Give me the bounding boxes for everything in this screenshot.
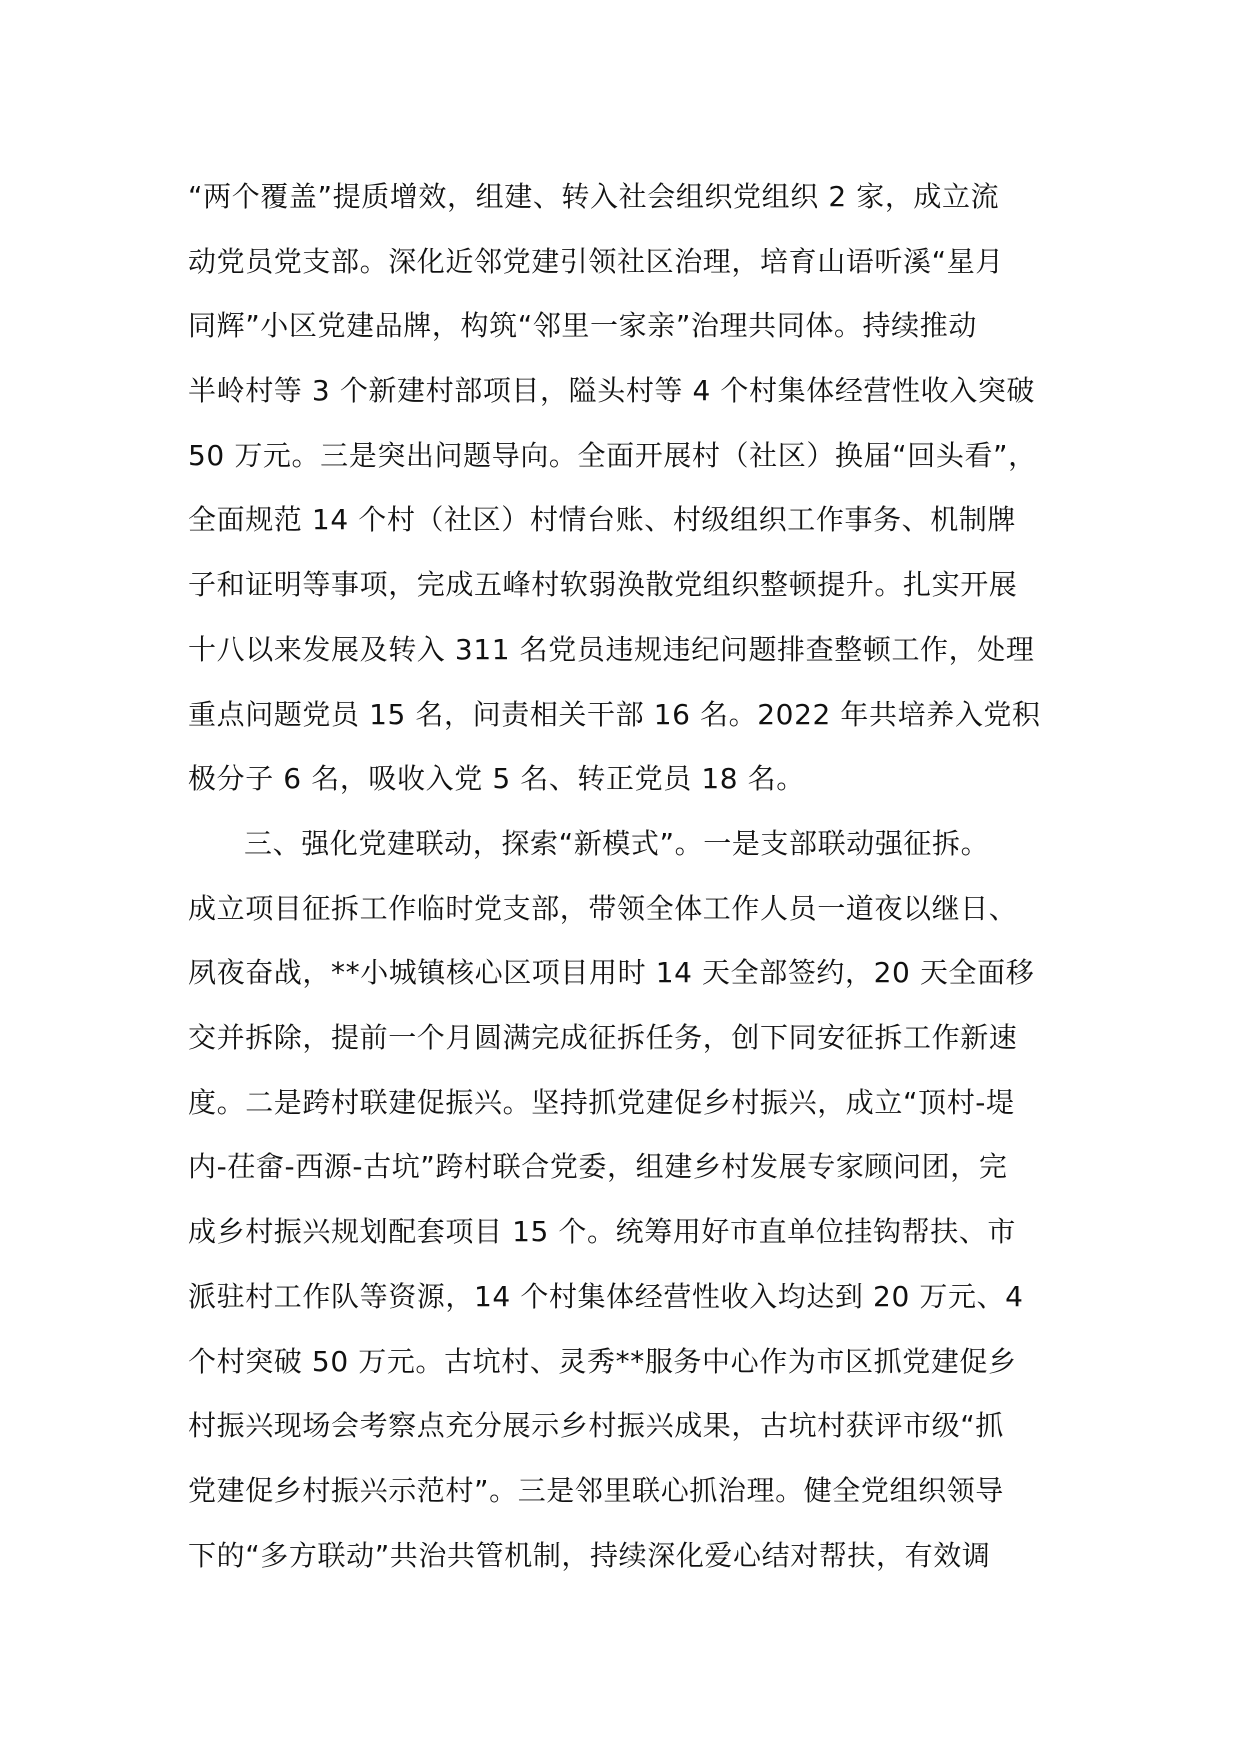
text-line: 夙夜奋战，**小城镇核心区项目用时 14 天全部签约，20 天全面移 xyxy=(188,956,1035,990)
text-line: 全面规范 14 个村（社区）村情台账、村级组织工作事务、机制牌 xyxy=(188,503,1017,537)
text-line: 半岭村等 3 个新建村部项目，隘头村等 4 个村集体经营性收入突破 xyxy=(188,374,1036,408)
text-line: 度。二是跨村联建促振兴。坚持抓党建促乡村振兴，成立“顶村-堤 xyxy=(188,1085,1015,1119)
text-line: 派驻村工作队等资源，14 个村集体经营性收入均达到 20 万元、4 xyxy=(188,1279,1024,1313)
text-line: 内-茌畲-西源-古坑”跨村联合党委，组建乡村发展专家顾问团，完 xyxy=(188,1150,1008,1184)
section-three-paragraph xyxy=(188,812,1068,1588)
text-line: 十八以来发展及转入 311 名党员违规违纪问题排查整顿工作，处理 xyxy=(188,632,1035,666)
text-line: 村振兴现场会考察点充分展示乡村振兴成果，古坑村获评市级“抓 xyxy=(188,1409,1004,1443)
text-line: 下的“多方联动”共治共管机制，持续深化爱心结对帮扶，有效调 xyxy=(188,1538,991,1572)
text-line: 子和证明等事项，完成五峰村软弱涣散党组织整顿提升。扎实开展 xyxy=(188,568,1018,602)
text-line: 成立项目征拆工作临时党支部，带领全体工作人员一道夜以继日、 xyxy=(188,891,1018,925)
text-line: 个村突破 50 万元。古坑村、灵秀**服务中心作为市区抓党建促乡 xyxy=(188,1344,1017,1378)
paragraph-continuation xyxy=(188,165,1068,812)
text-line: 党建促乡村振兴示范村”。三是邻里联心抓治理。健全党组织领导 xyxy=(188,1473,1004,1507)
text-line: 同辉”小区党建品牌，构筑“邻里一家亲”治理共同体。持续推动 xyxy=(188,309,977,343)
text-line: “两个覆盖”提质增效，组建、转入社会组织党组织 2 家，成立流 xyxy=(188,180,1000,213)
text-line: 重点问题党员 15 名，问责相关干部 16 名。2022 年共培养入党积 xyxy=(188,697,1041,731)
text-line: 50 万元。三是突出问题导向。全面开展村（社区）换届“回头看”， xyxy=(188,438,1037,472)
text-line: 极分子 6 名，吸收入党 5 名、转正党员 18 名。 xyxy=(188,762,805,796)
text-line: 成乡村振兴规划配套项目 15 个。统筹用好市直单位挂钩帮扶、市 xyxy=(188,1215,1017,1249)
text-line: 动党员党支部。深化近邻党建引领社区治理，培育山语听溪“星月 xyxy=(188,244,1004,278)
section-heading-line: 三、强化党建联动，探索“新模式”。一是支部联动强征拆。 xyxy=(244,827,990,860)
text-line: 交并拆除，提前一个月圆满完成征拆任务，创下同安征拆工作新速 xyxy=(188,1021,1018,1055)
